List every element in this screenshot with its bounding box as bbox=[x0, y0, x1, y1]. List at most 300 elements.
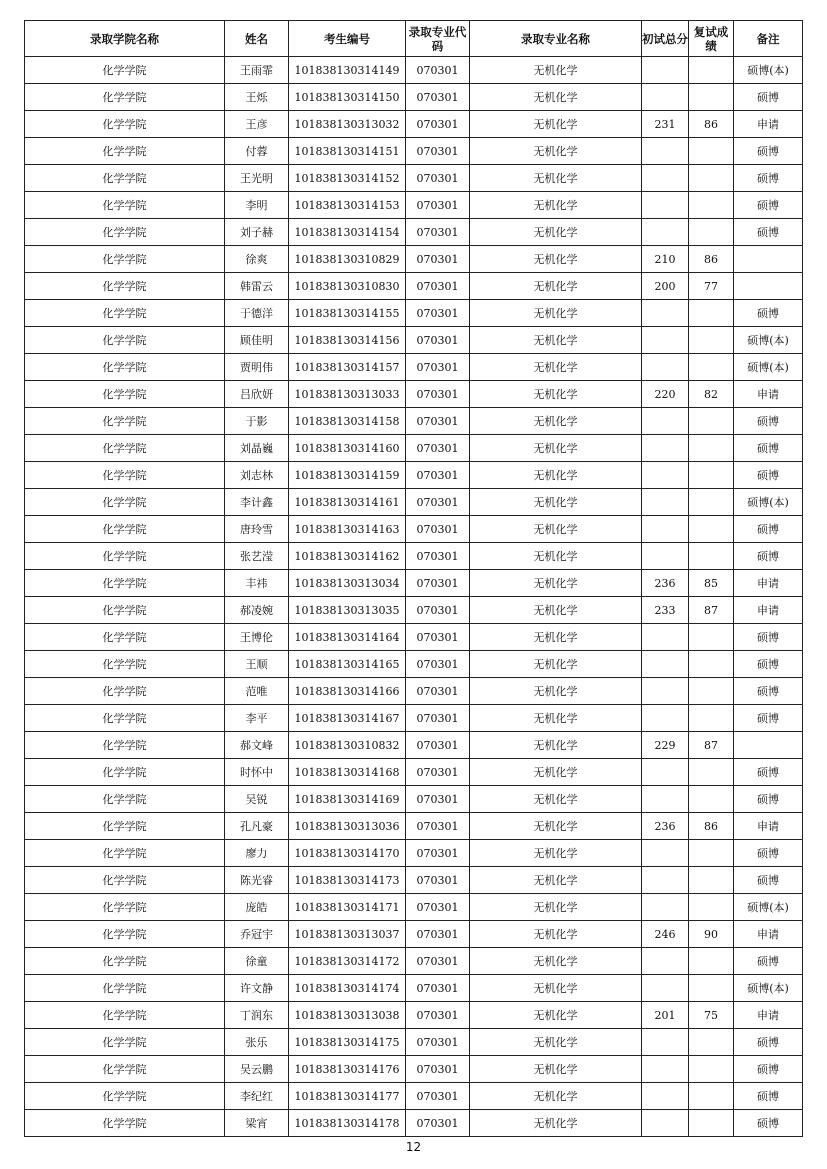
cell-name: 徐爽 bbox=[225, 246, 289, 273]
header-name: 姓名 bbox=[225, 21, 289, 57]
cell-remarks: 硕博 bbox=[734, 786, 803, 813]
table-row bbox=[25, 246, 803, 273]
cell-initial-score bbox=[642, 165, 689, 192]
table-row bbox=[25, 732, 803, 759]
cell-major-code: 070301 bbox=[406, 705, 470, 732]
cell-initial-score bbox=[642, 489, 689, 516]
table-row bbox=[25, 381, 803, 408]
cell-remarks: 硕博 bbox=[734, 651, 803, 678]
cell-retest-score bbox=[689, 165, 734, 192]
cell-candidate-id: 101838130313037 bbox=[289, 921, 406, 948]
cell-major-name: 无机化学 bbox=[470, 624, 642, 651]
cell-major-code: 070301 bbox=[406, 975, 470, 1002]
cell-initial-score: 229 bbox=[642, 732, 689, 759]
cell-candidate-id: 101838130314162 bbox=[289, 543, 406, 570]
cell-major-code: 070301 bbox=[406, 570, 470, 597]
table-row bbox=[25, 570, 803, 597]
cell-college: 化学学院 bbox=[25, 813, 225, 840]
cell-initial-score bbox=[642, 462, 689, 489]
cell-remarks bbox=[734, 246, 803, 273]
cell-retest-score: 86 bbox=[689, 111, 734, 138]
cell-candidate-id: 101838130314155 bbox=[289, 300, 406, 327]
cell-name: 王雨霏 bbox=[225, 57, 289, 84]
cell-major-name: 无机化学 bbox=[470, 489, 642, 516]
cell-initial-score bbox=[642, 192, 689, 219]
cell-major-name: 无机化学 bbox=[470, 867, 642, 894]
cell-remarks: 硕博 bbox=[734, 543, 803, 570]
cell-retest-score: 82 bbox=[689, 381, 734, 408]
table-row bbox=[25, 84, 803, 111]
cell-major-name: 无机化学 bbox=[470, 1083, 642, 1110]
table-row bbox=[25, 1029, 803, 1056]
table-row bbox=[25, 1083, 803, 1110]
cell-candidate-id: 101838130314172 bbox=[289, 948, 406, 975]
cell-initial-score bbox=[642, 300, 689, 327]
cell-name: 范唯 bbox=[225, 678, 289, 705]
cell-major-code: 070301 bbox=[406, 165, 470, 192]
cell-candidate-id: 101838130314167 bbox=[289, 705, 406, 732]
cell-remarks: 硕博 bbox=[734, 1110, 803, 1137]
cell-remarks: 硕博 bbox=[734, 1083, 803, 1110]
cell-initial-score: 200 bbox=[642, 273, 689, 300]
cell-major-code: 070301 bbox=[406, 84, 470, 111]
cell-remarks: 硕博 bbox=[734, 435, 803, 462]
cell-remarks: 硕博 bbox=[734, 840, 803, 867]
cell-name: 张艺滢 bbox=[225, 543, 289, 570]
cell-retest-score bbox=[689, 651, 734, 678]
table-row bbox=[25, 786, 803, 813]
cell-major-name: 无机化学 bbox=[470, 516, 642, 543]
cell-retest-score bbox=[689, 138, 734, 165]
cell-initial-score bbox=[642, 327, 689, 354]
cell-retest-score bbox=[689, 1056, 734, 1083]
table-row bbox=[25, 111, 803, 138]
cell-remarks: 硕博 bbox=[734, 192, 803, 219]
cell-remarks: 硕博 bbox=[734, 462, 803, 489]
cell-name: 吴锐 bbox=[225, 786, 289, 813]
cell-college: 化学学院 bbox=[25, 975, 225, 1002]
cell-initial-score bbox=[642, 678, 689, 705]
cell-initial-score bbox=[642, 948, 689, 975]
cell-college: 化学学院 bbox=[25, 354, 225, 381]
cell-major-name: 无机化学 bbox=[470, 327, 642, 354]
cell-remarks: 硕博 bbox=[734, 138, 803, 165]
cell-remarks: 硕博 bbox=[734, 516, 803, 543]
cell-major-code: 070301 bbox=[406, 543, 470, 570]
cell-candidate-id: 101838130310832 bbox=[289, 732, 406, 759]
cell-initial-score bbox=[642, 516, 689, 543]
table-row bbox=[25, 219, 803, 246]
cell-candidate-id: 101838130314178 bbox=[289, 1110, 406, 1137]
cell-college: 化学学院 bbox=[25, 786, 225, 813]
table-row bbox=[25, 516, 803, 543]
cell-remarks: 申请 bbox=[734, 813, 803, 840]
cell-major-code: 070301 bbox=[406, 516, 470, 543]
cell-remarks: 硕博 bbox=[734, 759, 803, 786]
cell-initial-score bbox=[642, 57, 689, 84]
cell-major-code: 070301 bbox=[406, 1002, 470, 1029]
cell-retest-score bbox=[689, 759, 734, 786]
cell-name: 李计鑫 bbox=[225, 489, 289, 516]
cell-major-code: 070301 bbox=[406, 894, 470, 921]
cell-major-code: 070301 bbox=[406, 57, 470, 84]
cell-initial-score bbox=[642, 1110, 689, 1137]
cell-name: 王博伦 bbox=[225, 624, 289, 651]
cell-retest-score bbox=[689, 435, 734, 462]
cell-major-code: 070301 bbox=[406, 219, 470, 246]
cell-major-name: 无机化学 bbox=[470, 57, 642, 84]
cell-remarks bbox=[734, 273, 803, 300]
cell-remarks: 申请 bbox=[734, 597, 803, 624]
cell-major-name: 无机化学 bbox=[470, 246, 642, 273]
cell-college: 化学学院 bbox=[25, 1056, 225, 1083]
cell-major-name: 无机化学 bbox=[470, 219, 642, 246]
cell-initial-score bbox=[642, 435, 689, 462]
cell-retest-score bbox=[689, 219, 734, 246]
cell-candidate-id: 101838130313033 bbox=[289, 381, 406, 408]
cell-candidate-id: 101838130314173 bbox=[289, 867, 406, 894]
cell-name: 贾明伟 bbox=[225, 354, 289, 381]
cell-retest-score bbox=[689, 678, 734, 705]
cell-initial-score bbox=[642, 759, 689, 786]
cell-candidate-id: 101838130314154 bbox=[289, 219, 406, 246]
cell-retest-score: 90 bbox=[689, 921, 734, 948]
cell-college: 化学学院 bbox=[25, 300, 225, 327]
cell-name: 丁润东 bbox=[225, 1002, 289, 1029]
cell-name: 王光明 bbox=[225, 165, 289, 192]
cell-retest-score bbox=[689, 192, 734, 219]
cell-remarks: 硕博(本) bbox=[734, 975, 803, 1002]
cell-initial-score: 233 bbox=[642, 597, 689, 624]
cell-retest-score bbox=[689, 786, 734, 813]
cell-college: 化学学院 bbox=[25, 489, 225, 516]
cell-college: 化学学院 bbox=[25, 84, 225, 111]
cell-retest-score bbox=[689, 867, 734, 894]
cell-major-code: 070301 bbox=[406, 111, 470, 138]
cell-name: 徐童 bbox=[225, 948, 289, 975]
cell-name: 陈光睿 bbox=[225, 867, 289, 894]
cell-retest-score: 77 bbox=[689, 273, 734, 300]
cell-major-code: 070301 bbox=[406, 435, 470, 462]
cell-major-code: 070301 bbox=[406, 597, 470, 624]
cell-major-code: 070301 bbox=[406, 921, 470, 948]
cell-name: 吴云鹏 bbox=[225, 1056, 289, 1083]
cell-major-code: 070301 bbox=[406, 354, 470, 381]
cell-remarks: 硕博 bbox=[734, 1056, 803, 1083]
header-initial-score: 初试总分 bbox=[642, 21, 689, 57]
cell-college: 化学学院 bbox=[25, 597, 225, 624]
cell-major-code: 070301 bbox=[406, 624, 470, 651]
table-row bbox=[25, 678, 803, 705]
cell-candidate-id: 101838130314163 bbox=[289, 516, 406, 543]
cell-college: 化学学院 bbox=[25, 1029, 225, 1056]
cell-major-name: 无机化学 bbox=[470, 1056, 642, 1083]
cell-candidate-id: 101838130314166 bbox=[289, 678, 406, 705]
cell-major-code: 070301 bbox=[406, 273, 470, 300]
header-major-name: 录取专业名称 bbox=[470, 21, 642, 57]
cell-candidate-id: 101838130314157 bbox=[289, 354, 406, 381]
cell-retest-score bbox=[689, 354, 734, 381]
cell-major-name: 无机化学 bbox=[470, 462, 642, 489]
cell-candidate-id: 101838130313038 bbox=[289, 1002, 406, 1029]
cell-major-code: 070301 bbox=[406, 1083, 470, 1110]
cell-college: 化学学院 bbox=[25, 543, 225, 570]
cell-major-code: 070301 bbox=[406, 246, 470, 273]
cell-remarks: 硕博 bbox=[734, 624, 803, 651]
cell-initial-score bbox=[642, 705, 689, 732]
cell-college: 化学学院 bbox=[25, 57, 225, 84]
cell-retest-score bbox=[689, 408, 734, 435]
cell-college: 化学学院 bbox=[25, 516, 225, 543]
cell-major-name: 无机化学 bbox=[470, 408, 642, 435]
cell-candidate-id: 101838130314168 bbox=[289, 759, 406, 786]
cell-initial-score bbox=[642, 219, 689, 246]
cell-remarks: 硕博(本) bbox=[734, 894, 803, 921]
cell-college: 化学学院 bbox=[25, 138, 225, 165]
cell-remarks: 硕博 bbox=[734, 84, 803, 111]
cell-initial-score bbox=[642, 543, 689, 570]
cell-name: 孔凡豪 bbox=[225, 813, 289, 840]
cell-retest-score bbox=[689, 840, 734, 867]
cell-name: 张乐 bbox=[225, 1029, 289, 1056]
cell-name: 于德洋 bbox=[225, 300, 289, 327]
header-major-code: 录取专业代码 bbox=[406, 21, 470, 57]
table-row bbox=[25, 948, 803, 975]
cell-name: 付蓉 bbox=[225, 138, 289, 165]
cell-college: 化学学院 bbox=[25, 408, 225, 435]
cell-major-code: 070301 bbox=[406, 462, 470, 489]
cell-name: 廖力 bbox=[225, 840, 289, 867]
table-row bbox=[25, 1056, 803, 1083]
table-row bbox=[25, 462, 803, 489]
cell-candidate-id: 101838130313035 bbox=[289, 597, 406, 624]
cell-initial-score: 201 bbox=[642, 1002, 689, 1029]
cell-college: 化学学院 bbox=[25, 219, 225, 246]
cell-retest-score bbox=[689, 489, 734, 516]
cell-major-name: 无机化学 bbox=[470, 165, 642, 192]
cell-major-code: 070301 bbox=[406, 327, 470, 354]
cell-name: 李平 bbox=[225, 705, 289, 732]
cell-name: 许文静 bbox=[225, 975, 289, 1002]
cell-college: 化学学院 bbox=[25, 111, 225, 138]
cell-remarks: 申请 bbox=[734, 111, 803, 138]
header-candidate-id: 考生编号 bbox=[289, 21, 406, 57]
cell-initial-score: 220 bbox=[642, 381, 689, 408]
cell-initial-score: 231 bbox=[642, 111, 689, 138]
cell-major-name: 无机化学 bbox=[470, 948, 642, 975]
cell-initial-score bbox=[642, 786, 689, 813]
cell-major-code: 070301 bbox=[406, 732, 470, 759]
table-row bbox=[25, 624, 803, 651]
table-row bbox=[25, 597, 803, 624]
cell-retest-score: 85 bbox=[689, 570, 734, 597]
cell-initial-score bbox=[642, 408, 689, 435]
table-row bbox=[25, 921, 803, 948]
cell-remarks bbox=[734, 732, 803, 759]
cell-major-code: 070301 bbox=[406, 678, 470, 705]
cell-major-name: 无机化学 bbox=[470, 840, 642, 867]
cell-major-name: 无机化学 bbox=[470, 300, 642, 327]
cell-remarks: 硕博 bbox=[734, 219, 803, 246]
cell-major-name: 无机化学 bbox=[470, 813, 642, 840]
cell-remarks: 申请 bbox=[734, 921, 803, 948]
cell-college: 化学学院 bbox=[25, 759, 225, 786]
cell-initial-score bbox=[642, 1029, 689, 1056]
table-row bbox=[25, 273, 803, 300]
cell-remarks: 申请 bbox=[734, 1002, 803, 1029]
cell-retest-score bbox=[689, 1083, 734, 1110]
table-row bbox=[25, 165, 803, 192]
cell-name: 梁宵 bbox=[225, 1110, 289, 1137]
cell-initial-score: 236 bbox=[642, 570, 689, 597]
cell-college: 化学学院 bbox=[25, 1083, 225, 1110]
cell-retest-score: 86 bbox=[689, 813, 734, 840]
cell-major-code: 070301 bbox=[406, 300, 470, 327]
cell-college: 化学学院 bbox=[25, 948, 225, 975]
cell-initial-score: 236 bbox=[642, 813, 689, 840]
cell-major-code: 070301 bbox=[406, 867, 470, 894]
cell-college: 化学学院 bbox=[25, 165, 225, 192]
cell-major-name: 无机化学 bbox=[470, 732, 642, 759]
cell-college: 化学学院 bbox=[25, 246, 225, 273]
cell-major-name: 无机化学 bbox=[470, 192, 642, 219]
cell-major-code: 070301 bbox=[406, 948, 470, 975]
cell-major-code: 070301 bbox=[406, 381, 470, 408]
cell-college: 化学学院 bbox=[25, 651, 225, 678]
cell-retest-score: 87 bbox=[689, 597, 734, 624]
cell-major-name: 无机化学 bbox=[470, 354, 642, 381]
cell-name: 丰祎 bbox=[225, 570, 289, 597]
cell-candidate-id: 101838130314177 bbox=[289, 1083, 406, 1110]
cell-major-code: 070301 bbox=[406, 813, 470, 840]
cell-candidate-id: 101838130314176 bbox=[289, 1056, 406, 1083]
cell-name: 郝文峰 bbox=[225, 732, 289, 759]
cell-initial-score bbox=[642, 1056, 689, 1083]
cell-major-code: 070301 bbox=[406, 651, 470, 678]
cell-name: 韩雷云 bbox=[225, 273, 289, 300]
table-row bbox=[25, 138, 803, 165]
cell-retest-score bbox=[689, 948, 734, 975]
table-row bbox=[25, 489, 803, 516]
cell-name: 刘子赫 bbox=[225, 219, 289, 246]
cell-remarks: 硕博 bbox=[734, 165, 803, 192]
cell-initial-score bbox=[642, 138, 689, 165]
table-row bbox=[25, 759, 803, 786]
cell-name: 刘志林 bbox=[225, 462, 289, 489]
cell-college: 化学学院 bbox=[25, 273, 225, 300]
cell-major-code: 070301 bbox=[406, 192, 470, 219]
cell-college: 化学学院 bbox=[25, 867, 225, 894]
cell-candidate-id: 101838130314149 bbox=[289, 57, 406, 84]
cell-name: 庞皓 bbox=[225, 894, 289, 921]
cell-candidate-id: 101838130314171 bbox=[289, 894, 406, 921]
cell-name: 李纪红 bbox=[225, 1083, 289, 1110]
cell-initial-score bbox=[642, 894, 689, 921]
cell-retest-score bbox=[689, 1029, 734, 1056]
cell-candidate-id: 101838130314151 bbox=[289, 138, 406, 165]
cell-candidate-id: 101838130314165 bbox=[289, 651, 406, 678]
cell-major-code: 070301 bbox=[406, 489, 470, 516]
cell-major-name: 无机化学 bbox=[470, 138, 642, 165]
cell-major-code: 070301 bbox=[406, 138, 470, 165]
cell-retest-score bbox=[689, 84, 734, 111]
cell-major-name: 无机化学 bbox=[470, 435, 642, 462]
cell-major-name: 无机化学 bbox=[470, 111, 642, 138]
cell-remarks: 硕博(本) bbox=[734, 327, 803, 354]
table-row bbox=[25, 975, 803, 1002]
table-row bbox=[25, 1002, 803, 1029]
cell-major-code: 070301 bbox=[406, 786, 470, 813]
cell-major-name: 无机化学 bbox=[470, 921, 642, 948]
table-row bbox=[25, 435, 803, 462]
cell-major-name: 无机化学 bbox=[470, 1002, 642, 1029]
cell-name: 郝凌婉 bbox=[225, 597, 289, 624]
cell-candidate-id: 101838130314152 bbox=[289, 165, 406, 192]
cell-remarks: 申请 bbox=[734, 381, 803, 408]
admission-table bbox=[24, 20, 803, 1137]
cell-major-name: 无机化学 bbox=[470, 705, 642, 732]
cell-retest-score bbox=[689, 462, 734, 489]
cell-retest-score bbox=[689, 705, 734, 732]
cell-initial-score bbox=[642, 867, 689, 894]
cell-name: 唐玲雪 bbox=[225, 516, 289, 543]
cell-candidate-id: 101838130314161 bbox=[289, 489, 406, 516]
cell-initial-score bbox=[642, 84, 689, 111]
cell-major-name: 无机化学 bbox=[470, 894, 642, 921]
cell-name: 王顺 bbox=[225, 651, 289, 678]
cell-candidate-id: 101838130314153 bbox=[289, 192, 406, 219]
table-row bbox=[25, 543, 803, 570]
cell-major-code: 070301 bbox=[406, 408, 470, 435]
cell-candidate-id: 101838130314164 bbox=[289, 624, 406, 651]
cell-initial-score bbox=[642, 651, 689, 678]
cell-candidate-id: 101838130314150 bbox=[289, 84, 406, 111]
table-row bbox=[25, 894, 803, 921]
cell-major-name: 无机化学 bbox=[470, 273, 642, 300]
cell-candidate-id: 101838130314160 bbox=[289, 435, 406, 462]
cell-college: 化学学院 bbox=[25, 705, 225, 732]
cell-candidate-id: 101838130314158 bbox=[289, 408, 406, 435]
cell-major-name: 无机化学 bbox=[470, 759, 642, 786]
cell-initial-score: 246 bbox=[642, 921, 689, 948]
cell-college: 化学学院 bbox=[25, 570, 225, 597]
cell-initial-score bbox=[642, 840, 689, 867]
cell-candidate-id: 101838130314169 bbox=[289, 786, 406, 813]
table-row bbox=[25, 300, 803, 327]
cell-candidate-id: 101838130310830 bbox=[289, 273, 406, 300]
cell-candidate-id: 101838130313036 bbox=[289, 813, 406, 840]
cell-major-name: 无机化学 bbox=[470, 1110, 642, 1137]
cell-major-code: 070301 bbox=[406, 1110, 470, 1137]
table-row bbox=[25, 192, 803, 219]
cell-college: 化学学院 bbox=[25, 381, 225, 408]
table-row bbox=[25, 354, 803, 381]
table-row bbox=[25, 651, 803, 678]
cell-initial-score bbox=[642, 975, 689, 1002]
cell-candidate-id: 101838130314175 bbox=[289, 1029, 406, 1056]
cell-candidate-id: 101838130310829 bbox=[289, 246, 406, 273]
cell-name: 时怀中 bbox=[225, 759, 289, 786]
cell-major-name: 无机化学 bbox=[470, 1029, 642, 1056]
cell-candidate-id: 101838130314170 bbox=[289, 840, 406, 867]
cell-retest-score bbox=[689, 57, 734, 84]
cell-name: 李明 bbox=[225, 192, 289, 219]
cell-name: 乔冠宇 bbox=[225, 921, 289, 948]
cell-college: 化学学院 bbox=[25, 192, 225, 219]
table-row bbox=[25, 813, 803, 840]
cell-retest-score bbox=[689, 300, 734, 327]
cell-retest-score bbox=[689, 624, 734, 651]
